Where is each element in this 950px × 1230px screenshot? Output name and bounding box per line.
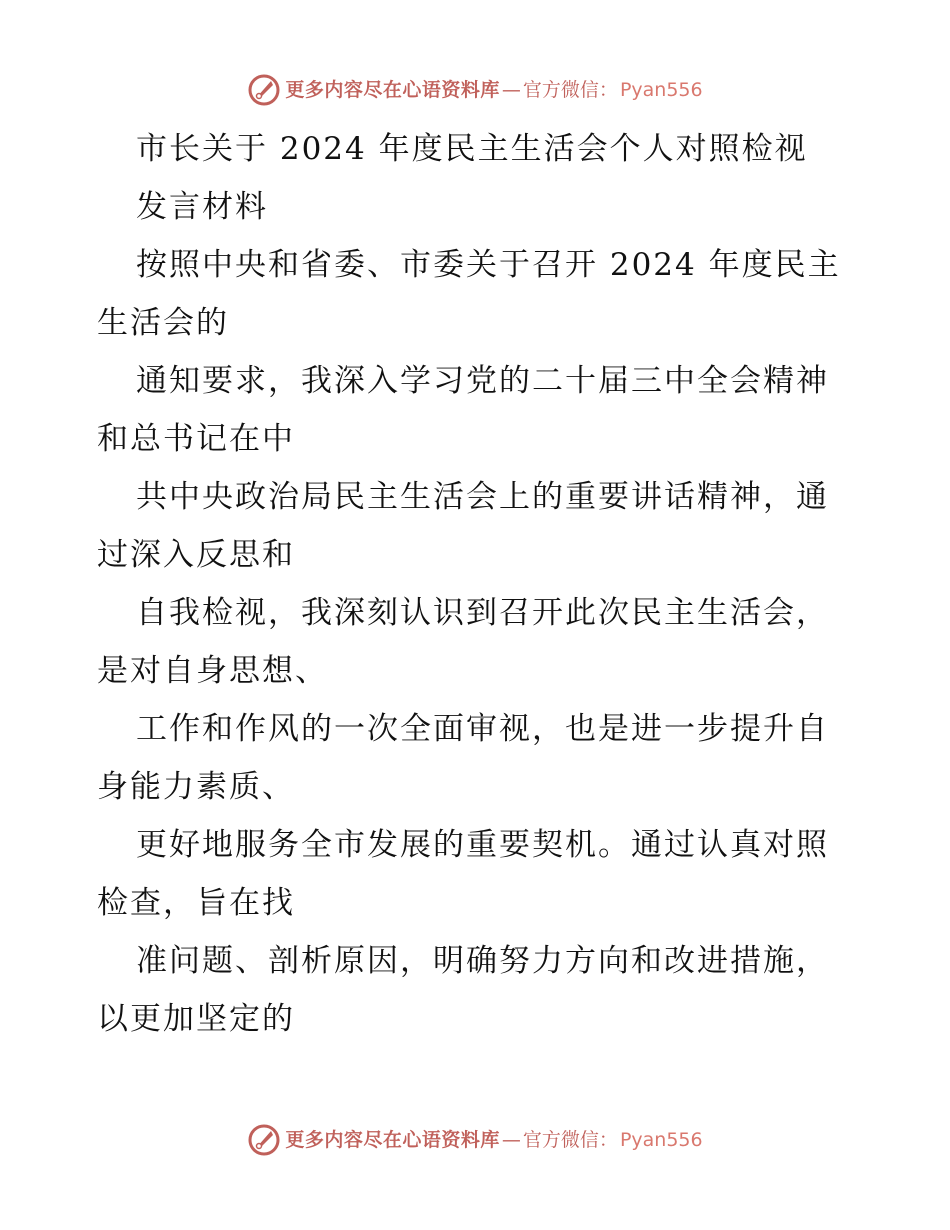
text-line: 和总书记在中 [97,421,295,457]
text-line: 过深入反思和 [97,537,295,573]
watermark-account-label: 官方微信： [522,79,618,101]
header-watermark [0,72,950,108]
document-body [97,120,857,1048]
watermark-account-id: Pyan556 [619,79,703,101]
text-line: 以更加坚定的 [97,1001,295,1037]
text-line: 准问题、剖析原因，明确努力方向和改进措施， [136,943,829,979]
text-line: 工作和作风的一次全面审视，也是进一步提升自 [136,711,829,747]
text-line: 市长关于 2024 年度民主生活会个人对照检视 [136,131,808,167]
watermark-separator: — [501,1129,521,1151]
text-line: 生活会的 [97,305,229,341]
watermark-account-label: 官方微信： [522,1129,618,1151]
text-line: 发言材料 [136,189,268,225]
text-line: 检查，旨在找 [97,885,295,921]
text-line: 通知要求，我深入学习党的二十届三中全会精神 [136,363,829,399]
text-line: 身能力素质、 [97,769,295,805]
watermark-separator: — [501,79,521,101]
text-line: 共中央政治局民主生活会上的重要讲话精神，通 [136,479,829,515]
footer-watermark [0,1122,950,1158]
watermark-account-id: Pyan556 [619,1129,703,1151]
watermark-brand: 更多内容尽在心语资料库 [285,1129,500,1151]
text-line: 是对自身思想、 [97,653,328,689]
watermark-brand: 更多内容尽在心语资料库 [285,79,500,101]
text-line: 自我检视，我深刻认识到召开此次民主生活会， [136,595,829,631]
text-line: 按照中央和省委、市委关于召开 2024 年度民主 [136,247,841,283]
text-line: 更好地服务全市发展的重要契机。通过认真对照 [136,827,829,863]
quill-circle-logo [247,1123,281,1157]
quill-circle-logo [247,73,281,107]
